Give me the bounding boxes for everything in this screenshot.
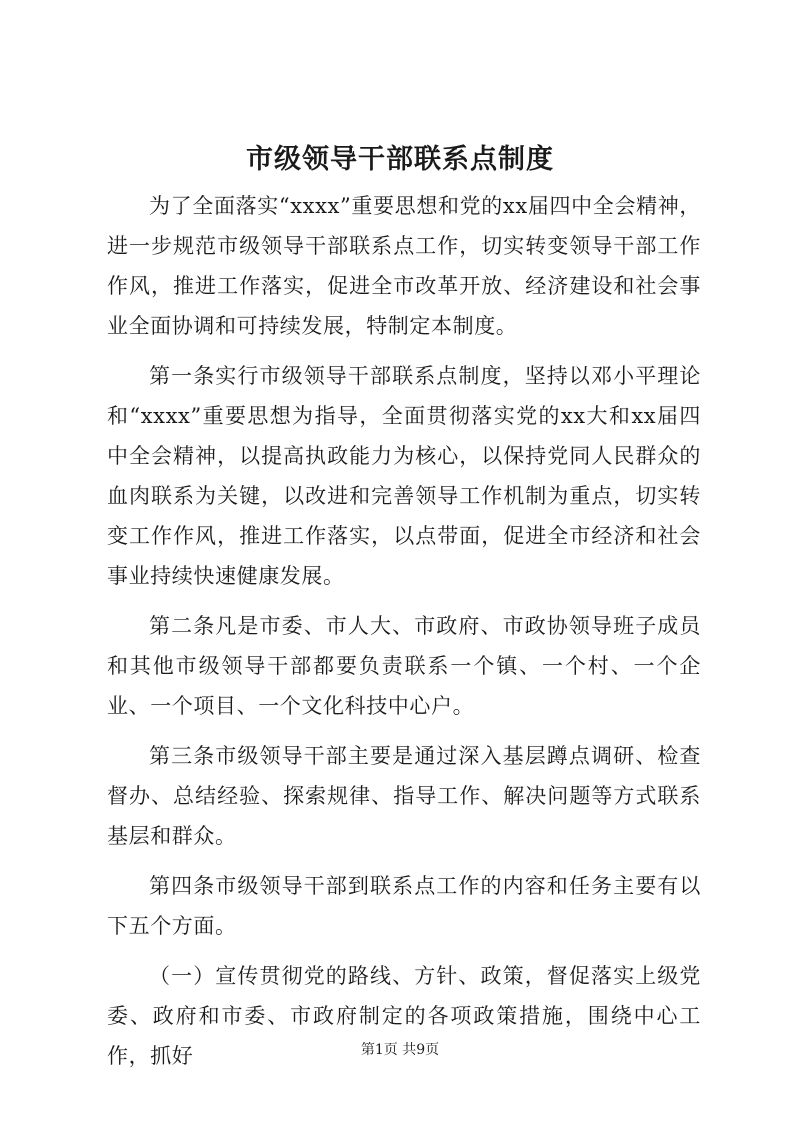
paragraph-intro: 为了全面落实“xxxx”重要思想和党的xx届四中全会精神，进一步规范市级领导干部联系点工作，切实转变领导干部工作作风，推进工作落实，促进全市改革开放、经济建设和社会事业全面协调和可持续发展，特制定本制度。 <box>107 194 701 338</box>
document-title: 市级领导干部联系点制度 <box>246 144 554 175</box>
paragraph-article-3: 第三条市级领导干部主要是通过深入基层蹲点调研、检查督办、总结经验、探索规律、指导工作、解决问题等方式联系基层和群众。 <box>107 744 701 848</box>
paragraph-item-1: （一）宣传贯彻党的路线、方针、政策，督促落实上级党委、政府和市委、市政府制定的各项政策措施，围绕中心工作，抓好 <box>107 964 701 1068</box>
page-number-footer: 第1页 共9页 <box>360 1042 440 1058</box>
document-body <box>107 186 701 1086</box>
paragraph-article-1: 第一条实行市级领导干部联系点制度，坚持以邓小平理论和“xxxx”重要思想为指导，全面贯彻落实党的xx大和xx届四中全会精神，以提高执政能力为核心，以保持党同人民群众的血肉联系为关键，以改进和完善领导工作机制为重点，切实转变工作作风，推进工作落实，以点带面，促进全市经济和社会事业持续快速健康发展。 <box>107 364 701 588</box>
paragraph-article-2: 第二条凡是市委、市人大、市政府、市政协领导班子成员和其他市级领导干部都要负责联系一个镇、一个村、一个企业、一个项目、一个文化科技中心户。 <box>107 614 701 718</box>
paragraph-article-4: 第四条市级领导干部到联系点工作的内容和任务主要有以下五个方面。 <box>107 874 701 938</box>
